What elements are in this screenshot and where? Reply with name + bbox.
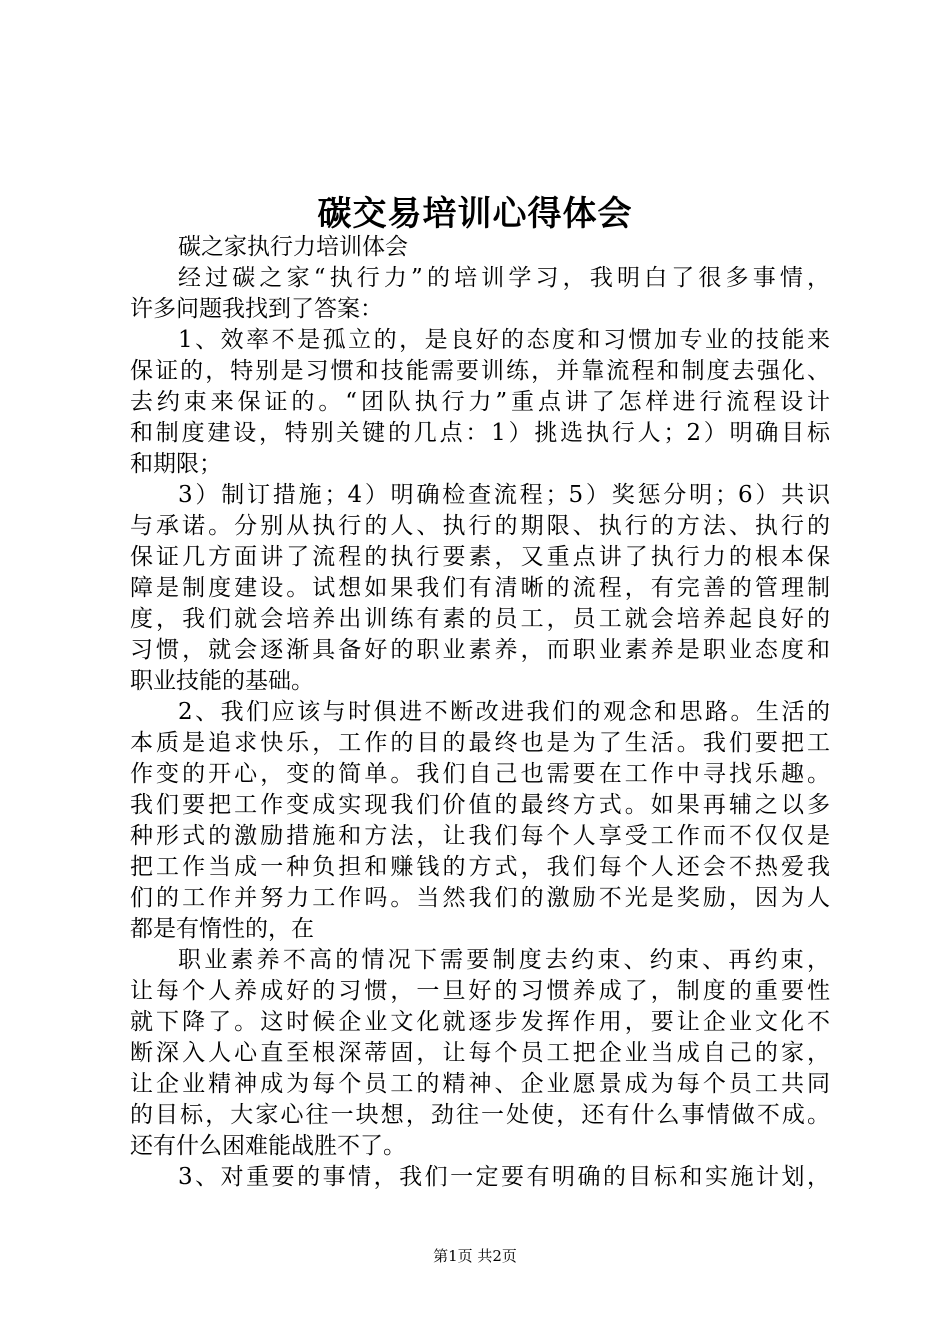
text-line: 经过碳之家“执行力”的培训学习，我明白了很多事情， — [178, 265, 830, 291]
text-line: 保证几方面讲了流程的执行要素，又重点讲了执行力的根本保 — [130, 544, 830, 570]
text-line: 障是制度建设。试想如果我们有清晰的流程，有完善的管理制 — [130, 575, 830, 601]
text-line: 保证的，特别是习惯和技能需要训练，并靠流程和制度去强化、 — [130, 358, 830, 384]
text-line: 断深入人心直至根深蒂固，让每个员工把企业当成自己的家， — [130, 1040, 830, 1066]
document-body — [130, 232, 830, 1193]
page-number: 第1页 共2页 — [433, 1247, 517, 1265]
text-line: 的目标，大家心往一块想，劲往一处使，还有什么事情做不成。 — [130, 1102, 830, 1128]
text-line: 就下降了。这时候企业文化就逐步发挥作用，要让企业文化不 — [130, 1009, 830, 1035]
text-line: 度，我们就会培养出训练有素的员工，员工就会培养起良好的 — [130, 606, 830, 632]
text-line: 习惯，就会逐渐具备好的职业素养，而职业素养是职业态度和 — [130, 637, 830, 663]
text-line: 我们要把工作变成实现我们价值的最终方式。如果再辅之以多 — [130, 792, 830, 818]
text-line: 碳之家执行力培训体会 — [178, 234, 408, 260]
text-line: 许多问题我找到了答案： — [130, 296, 383, 322]
text-line: 与承诺。分别从执行的人、执行的期限、执行的方法、执行的 — [130, 513, 830, 539]
text-line: 让企业精神成为每个员工的精神、企业愿景成为每个员工共同 — [130, 1071, 830, 1097]
text-line: 1、效率不是孤立的，是良好的态度和习惯加专业的技能来 — [178, 327, 830, 353]
text-line: 职业技能的基础。 — [130, 668, 314, 694]
text-line: 和期限； — [130, 451, 222, 477]
text-line: 本质是追求快乐，工作的目的最终也是为了生活。我们要把工 — [130, 730, 830, 756]
text-line: 和制度建设，特别关键的几点：1）挑选执行人；2）明确目标 — [130, 420, 830, 446]
text-line: 把工作当成一种负担和赚钱的方式，我们每个人还会不热爱我 — [130, 854, 830, 880]
text-line: 3）制订措施；4）明确检查流程；5）奖惩分明；6）共识 — [178, 482, 830, 508]
text-line: 种形式的激励措施和方法，让我们每个人享受工作而不仅仅是 — [130, 823, 830, 849]
text-line: 2、我们应该与时俱进不断改进我们的观念和思路。生活的 — [178, 699, 830, 725]
document-title: 碳交易培训心得体会 — [317, 194, 633, 234]
text-line: 职业素养不高的情况下需要制度去约束、约束、再约束， — [178, 947, 830, 973]
text-line: 作变的开心，变的简单。我们自己也需要在工作中寻找乐趣。 — [130, 761, 830, 787]
text-line: 让每个人养成好的习惯，一旦好的习惯养成了，制度的重要性 — [130, 978, 830, 1004]
text-line: 还有什么困难能战胜不了。 — [130, 1133, 406, 1159]
text-line: 们的工作并努力工作吗。当然我们的激励不光是奖励，因为人 — [130, 885, 830, 911]
text-line: 都是有惰性的，在 — [130, 916, 314, 942]
text-line: 去约束来保证的。“团队执行力”重点讲了怎样进行流程设计 — [130, 389, 830, 415]
text-line: 3、对重要的事情，我们一定要有明确的目标和实施计划， — [178, 1164, 830, 1190]
